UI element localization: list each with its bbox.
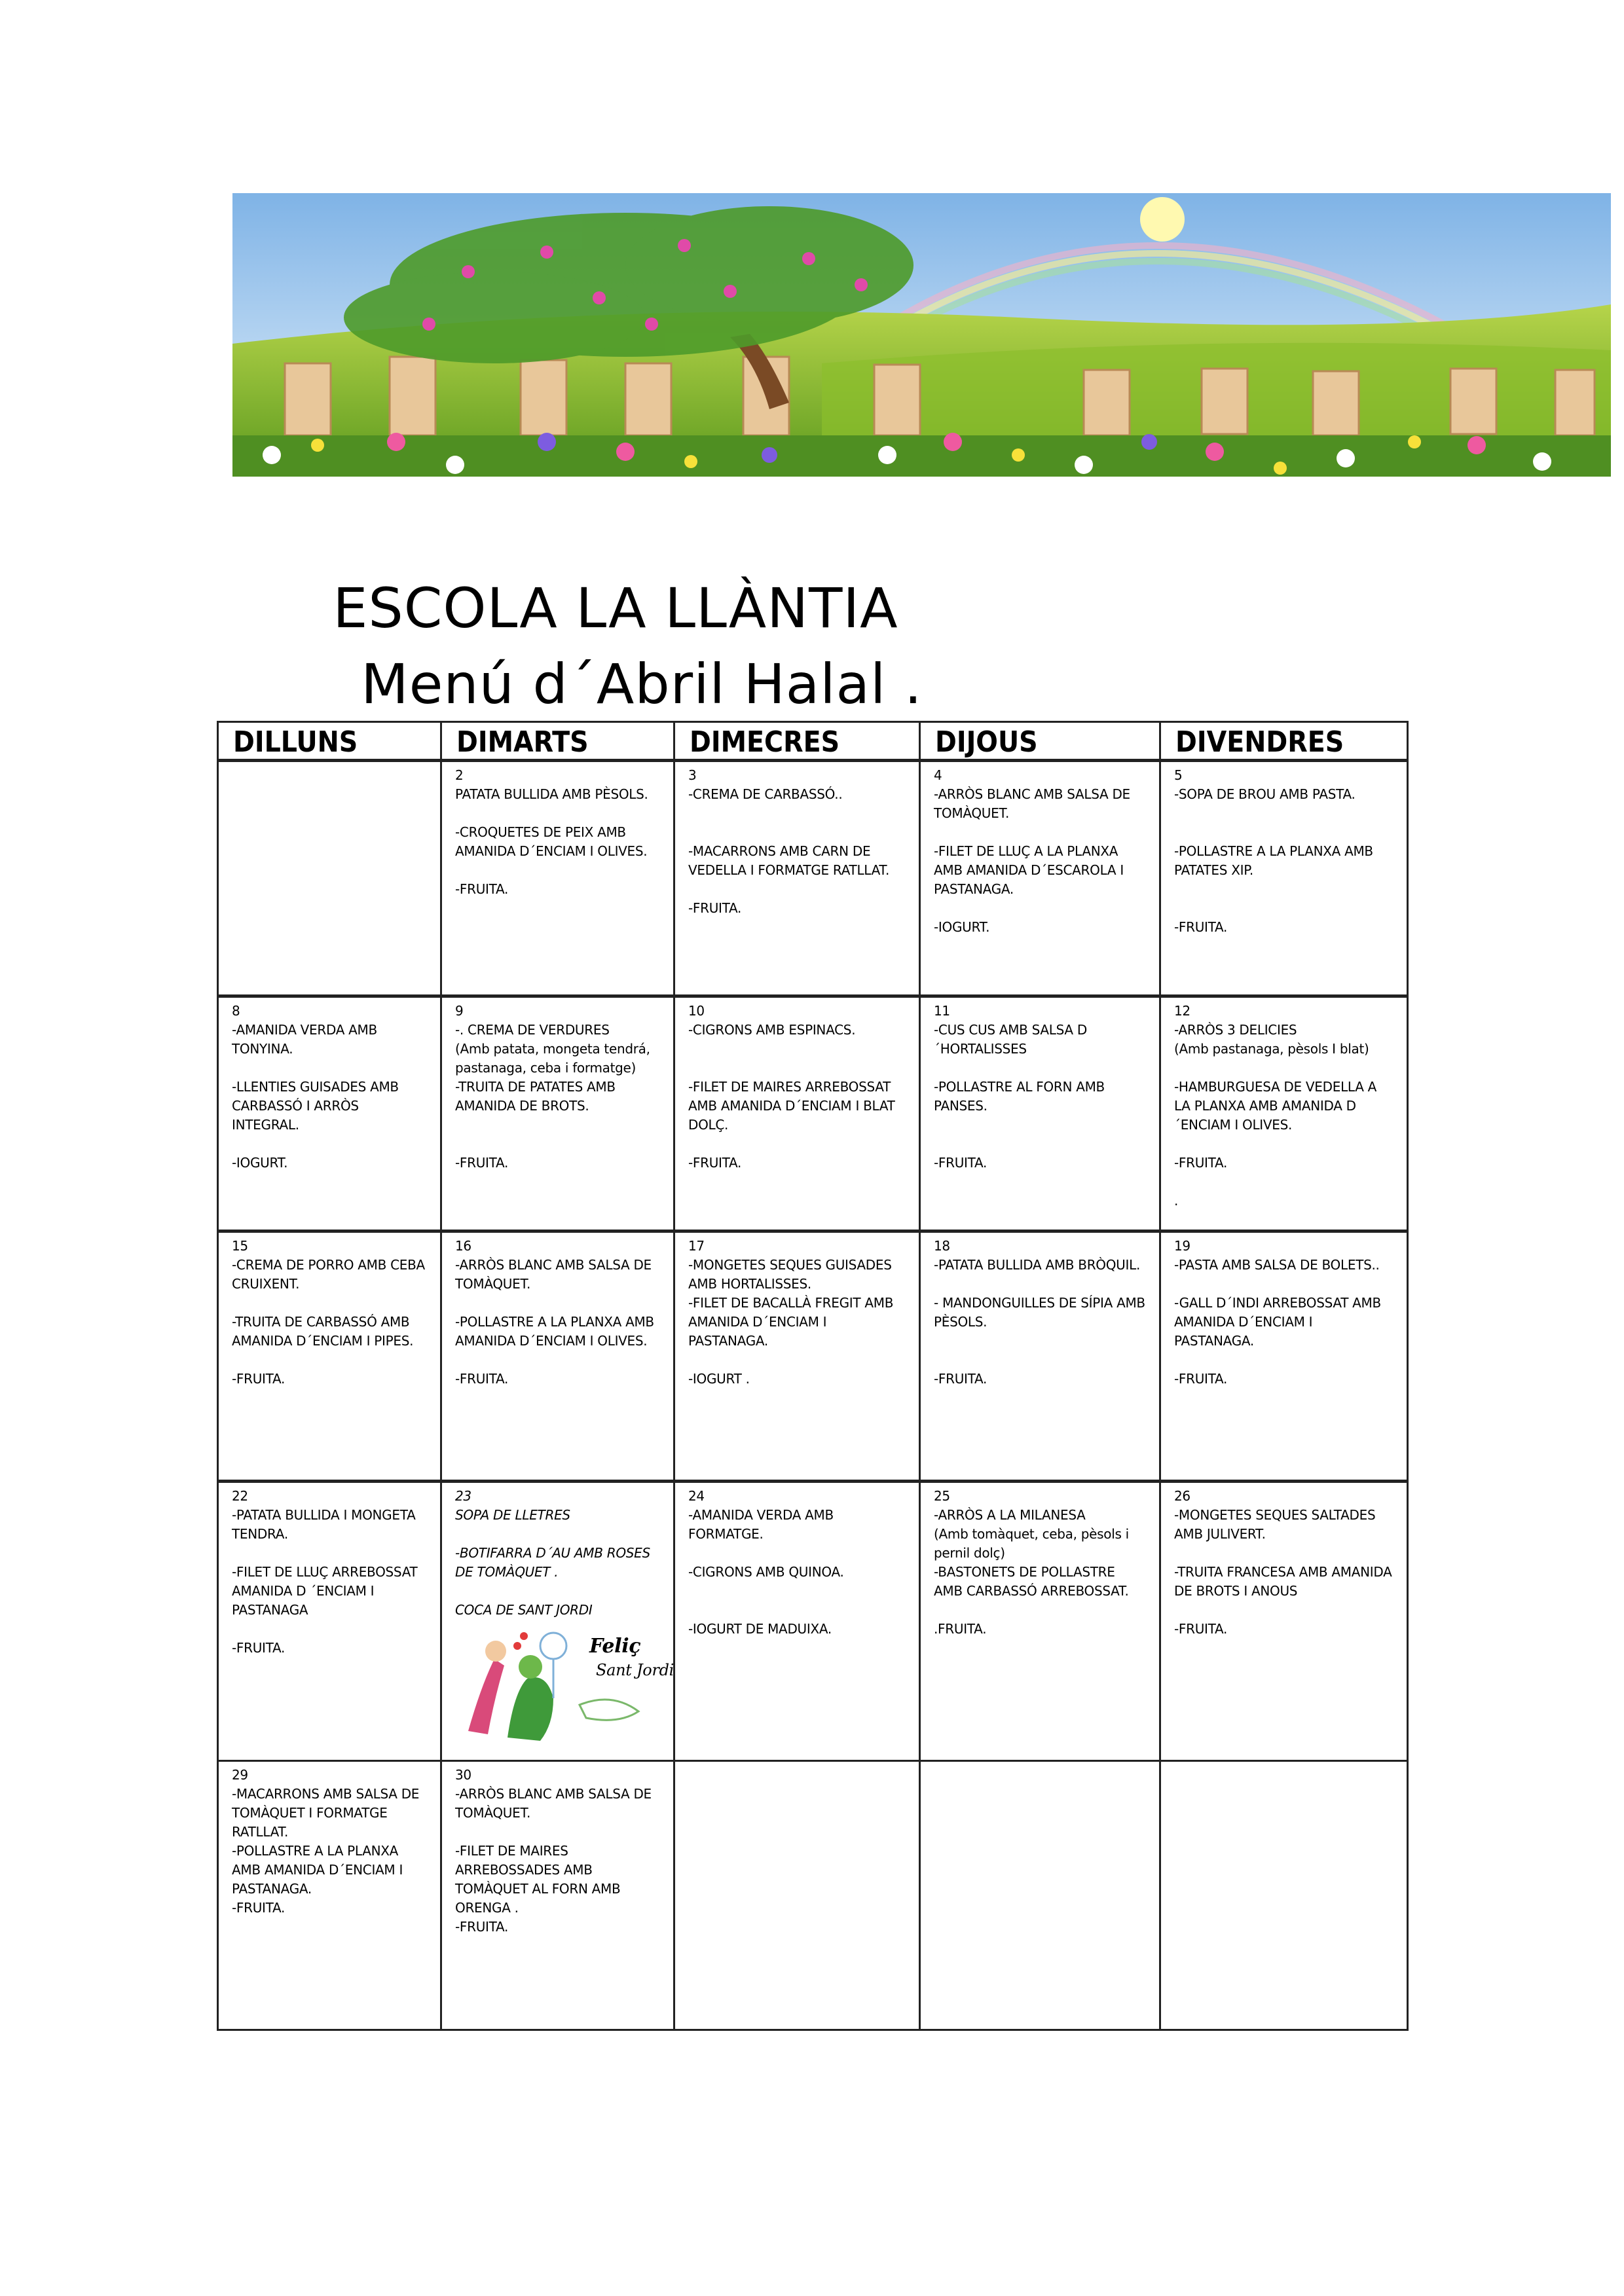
menu-week-row bbox=[218, 1761, 1408, 2030]
menu-dishes: -MONGETES SEQUES GUISADES AMB HORTALISSES. -FILET DE BACALLÀ FREGIT AMB AMANIDA D´ENCIAM I PASTANAGA. -IOGURT . bbox=[688, 1257, 894, 1387]
weekday-header-dilluns: DILLUNS bbox=[218, 722, 441, 761]
day-number: 12 bbox=[1174, 1003, 1190, 1019]
day-number: 8 bbox=[232, 1003, 240, 1019]
svg-text:Sant Jordi: Sant Jordi bbox=[596, 1661, 674, 1679]
menu-dishes: PATATA BULLIDA AMB PÈSOLS. -CROQUETES DE PEIX AMB AMANIDA D´ENCIAM I OLIVES. -FRUITA. bbox=[455, 786, 648, 897]
menu-dishes: -ARRÒS BLANC AMB SALSA DE TOMÀQUET. -FILET DE MAIRES ARREBOSSADES AMB TOMÀQUET AL FORN AMB ORENGA . -FRUITA. bbox=[455, 1786, 652, 1935]
weekday-header-divendres: DIVENDRES bbox=[1160, 722, 1408, 761]
day-number: 15 bbox=[232, 1238, 248, 1254]
empty-day-cell bbox=[218, 761, 441, 996]
day-number: 17 bbox=[688, 1238, 705, 1254]
menu-dishes: -CREMA DE PORRO AMB CEBA CRUIXENT. -TRUITA DE CARBASSÓ AMB AMANIDA D´ENCIAM I PIPES. -FRUITA. bbox=[232, 1257, 425, 1387]
menu-dishes: -PASTA AMB SALSA DE BOLETS.. -GALL D´INDI ARREBOSSAT AMB AMANIDA D´ENCIAM I PASTANAGA. -FRUITA. bbox=[1174, 1257, 1381, 1387]
day-number: 10 bbox=[688, 1003, 705, 1019]
empty-day-cell bbox=[920, 1761, 1160, 2030]
day-number: 4 bbox=[934, 767, 942, 783]
menu-dishes: SOPA DE LLETRES -BOTIFARRA D´AU AMB ROSES DE TOMÀQUET . COCA DE SANT JORDI bbox=[455, 1507, 650, 1618]
empty-day-cell bbox=[674, 1761, 920, 2030]
school-name-title: ESCOLA LA LLÀNTIA bbox=[333, 576, 898, 640]
menu-dishes: -. CREMA DE VERDURES (Amb patata, mongeta tendrá, pastanaga, ceba i formatge) -TRUITA DE PATATES AMB AMANIDA DE BROTS. -FRUITA. bbox=[455, 1022, 650, 1171]
menu-day-cell bbox=[218, 1761, 441, 2030]
weekday-header-row bbox=[218, 722, 1408, 761]
menu-dishes: -ARRÒS 3 DELICIES (Amb pastanaga, pèsols I blat) -HAMBURGUESA DE VEDELLA A LA PLANXA AMB AMANIDA D´ENCIAM I OLIVES. -FRUITA. . bbox=[1174, 1022, 1377, 1209]
spring-garden-banner-image bbox=[232, 193, 1611, 477]
menu-week-row bbox=[218, 1231, 1408, 1482]
menu-dishes: -PATATA BULLIDA I MONGETA TENDRA. -FILET DE LLUÇ ARREBOSSAT AMANIDA D ´ENCIAM I PASTANAGA -FRUITA. bbox=[232, 1507, 418, 1656]
day-number: 30 bbox=[455, 1767, 471, 1783]
menu-day-cell bbox=[674, 996, 920, 1231]
menu-dishes: -ARRÒS A LA MILANESA (Amb tomàquet, ceba, pèsols i pernil dolç) -BASTONETS DE POLLASTRE AMB CARBASSÓ ARREBOSSAT. .FRUITA. bbox=[934, 1507, 1129, 1637]
menu-dishes: -CREMA DE CARBASSÓ.. -MACARRONS AMB CARN DE VEDELLA I FORMATGE RATLLAT. -FRUITA. bbox=[688, 786, 890, 916]
menu-dishes: -PATATA BULLIDA AMB BRÒQUIL. - MANDONGUILLES DE SÍPIA AMB PÈSOLS. -FRUITA. bbox=[934, 1257, 1145, 1387]
menu-dishes: -MACARRONS AMB SALSA DE TOMÀQUET I FORMATGE RATLLAT. -POLLASTRE A LA PLANXA AMB AMANIDA D´ENCIAM I PASTANAGA. -FRUITA. bbox=[232, 1786, 420, 1916]
menu-day-cell bbox=[218, 1482, 441, 1761]
menu-day-cell bbox=[1160, 1231, 1408, 1482]
menu-day-cell bbox=[441, 761, 674, 996]
weekday-header-dimarts: DIMARTS bbox=[441, 722, 674, 761]
day-number: 9 bbox=[455, 1003, 464, 1019]
menu-dishes: -AMANIDA VERDA AMB TONYINA. -LLENTIES GUISADES AMB CARBASSÓ I ARRÒS INTEGRAL. -IOGURT. bbox=[232, 1022, 399, 1171]
day-number: 3 bbox=[688, 767, 697, 783]
sant-jordi-illustration bbox=[455, 1620, 674, 1749]
day-number: 25 bbox=[934, 1488, 950, 1504]
menu-day-cell bbox=[1160, 1482, 1408, 1761]
menu-day-cell bbox=[674, 1231, 920, 1482]
menu-day-cell bbox=[920, 761, 1160, 996]
day-number: 11 bbox=[934, 1003, 950, 1019]
menu-day-cell bbox=[920, 1231, 1160, 1482]
weekday-header-dimecres: DIMECRES bbox=[674, 722, 920, 761]
menu-month-subtitle: Menú d´Abril Halal . bbox=[361, 652, 923, 716]
day-number: 2 bbox=[455, 767, 464, 783]
day-number: 24 bbox=[688, 1488, 705, 1504]
menu-day-cell bbox=[441, 1482, 674, 1761]
weekday-header-dijous: DIJOUS bbox=[920, 722, 1160, 761]
menu-day-cell bbox=[218, 996, 441, 1231]
menu-dishes: -MONGETES SEQUES SALTADES AMB JULIVERT. -TRUITA FRANCESA AMB AMANIDA DE BROTS I ANOUS -FRUITA. bbox=[1174, 1507, 1392, 1637]
menu-dishes: -ARRÒS BLANC AMB SALSA DE TOMÀQUET. -POLLASTRE A LA PLANXA AMB AMANIDA D´ENCIAM I OLIVES. -FRUITA. bbox=[455, 1257, 654, 1387]
menu-day-cell bbox=[920, 1482, 1160, 1761]
day-number: 18 bbox=[934, 1238, 950, 1254]
menu-day-cell bbox=[218, 1231, 441, 1482]
menu-dishes: -AMANIDA VERDA AMB FORMATGE. -CIGRONS AMB QUINOA. -IOGURT DE MADUIXA. bbox=[688, 1507, 844, 1637]
menu-week-row bbox=[218, 996, 1408, 1231]
menu-dishes: -SOPA DE BROU AMB PASTA. -POLLASTRE A LA PLANXA AMB PATATES XIP. -FRUITA. bbox=[1174, 786, 1373, 935]
empty-day-cell bbox=[1160, 1761, 1408, 2030]
day-number: 22 bbox=[232, 1488, 248, 1504]
sun-icon bbox=[1140, 197, 1185, 242]
menu-week-row bbox=[218, 1482, 1408, 1761]
svg-text:Feliç: Feliç bbox=[589, 1635, 641, 1658]
menu-dishes: -CUS CUS AMB SALSA D ´HORTALISSES -POLLASTRE AL FORN AMB PANSES. -FRUITA. bbox=[934, 1022, 1105, 1171]
day-number: 23 bbox=[455, 1488, 471, 1504]
menu-day-cell bbox=[920, 996, 1160, 1231]
menu-day-cell bbox=[1160, 996, 1408, 1231]
menu-week-row bbox=[218, 761, 1408, 996]
menu-day-cell bbox=[1160, 761, 1408, 996]
day-number: 5 bbox=[1174, 767, 1183, 783]
menu-day-cell bbox=[441, 1761, 674, 2030]
day-number: 26 bbox=[1174, 1488, 1190, 1504]
menu-day-cell bbox=[441, 1231, 674, 1482]
menu-day-cell bbox=[441, 996, 674, 1231]
day-number: 29 bbox=[232, 1767, 248, 1783]
menu-day-cell bbox=[674, 761, 920, 996]
menu-dishes: -CIGRONS AMB ESPINACS. -FILET DE MAIRES ARREBOSSAT AMB AMANIDA D´ENCIAM I BLAT DOLÇ. -FRUITA. bbox=[688, 1022, 895, 1171]
weekly-menu-table bbox=[217, 721, 1409, 2031]
menu-dishes: -ARRÒS BLANC AMB SALSA DE TOMÀQUET. -FILET DE LLUÇ A LA PLANXA AMB AMANIDA D´ESCAROLA I PASTANAGA. -IOGURT. bbox=[934, 786, 1130, 935]
menu-day-cell bbox=[674, 1482, 920, 1761]
day-number: 16 bbox=[455, 1238, 471, 1254]
day-number: 19 bbox=[1174, 1238, 1190, 1254]
